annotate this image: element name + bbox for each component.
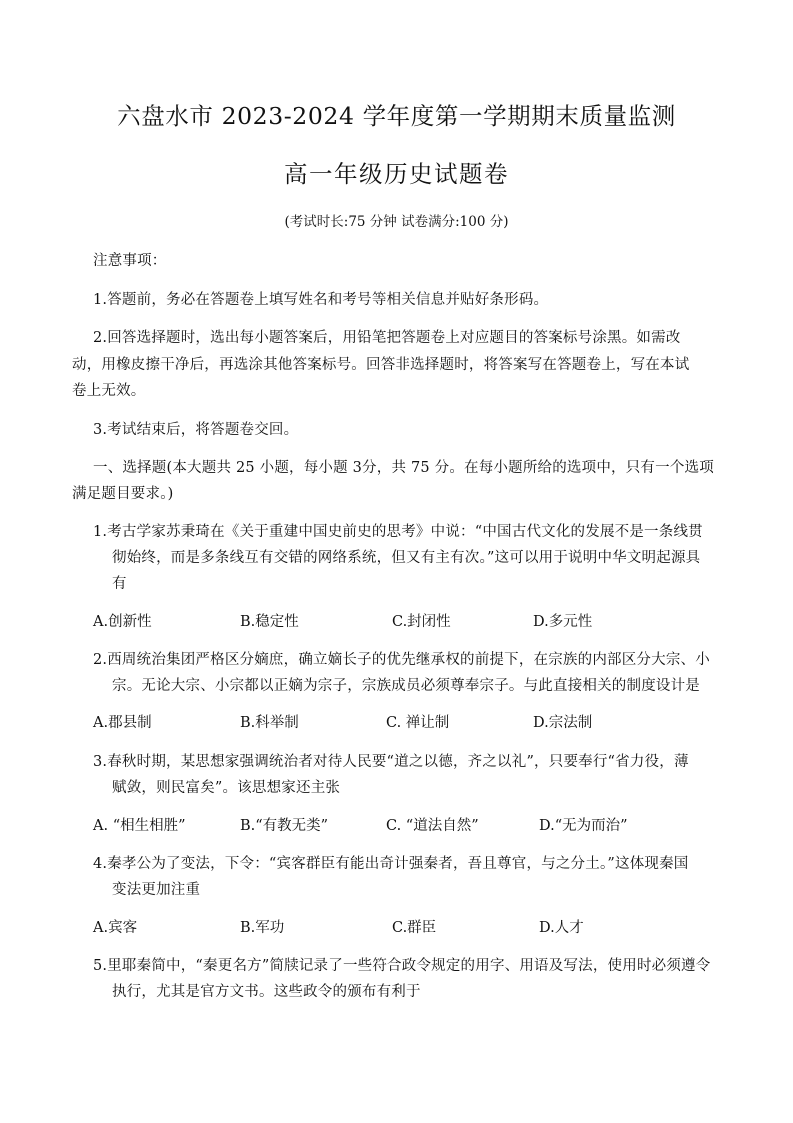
question-5-line-1: 5.里耶秦简中，“秦更名方”简牍记录了一些符合政令规定的用字、用语及写法，使用时必须遵令 <box>93 958 711 974</box>
question-3-option-c: C. “道法自然” <box>386 818 479 834</box>
question-1-line-1: 1.考古学家苏秉琦在《关于重建中国史前史的思考》中说：“中国古代文化的发展不是一条线贯 <box>93 524 703 540</box>
exam-subject-title: 高一年级历史试题卷 <box>284 160 509 188</box>
note-item-3: 3.考试结束后，将答题卷交回。 <box>93 422 299 438</box>
question-3-option-d: D.“无为而治” <box>539 818 628 834</box>
note-item-1: 1.答题前，务必在答题卷上填写姓名和考号等相关信息并贴好条形码。 <box>93 292 549 308</box>
question-1-line-3: 有 <box>112 576 127 592</box>
question-2-line-1: 2.西周统治集团严格区分嫡庶，确立嫡长子的优先继承权的前提下，在宗族的内部区分大宗、小 <box>93 652 710 668</box>
question-4-option-b: B.军功 <box>240 920 285 936</box>
exam-duration-info: (考试时长:75 分钟 试卷满分:100 分) <box>284 214 509 230</box>
question-2-option-b: B.科举制 <box>240 715 299 731</box>
question-4-line-1: 4.秦孝公为了变法，下令：“宾客群臣有能出奇计强秦者，吾且尊官，与之分土。”这体现秦国 <box>93 856 689 872</box>
exam-title: 六盘水市 2023-2024 学年度第一学期期末质量监测 <box>117 102 676 130</box>
question-1-option-d: D.多元性 <box>533 614 593 630</box>
question-3-line-1: 3.春秋时期，某思想家强调统治者对待人民要“道之以德，齐之以礼”，只要奉行“省力役，薄 <box>93 754 689 770</box>
question-4-option-a: A.宾客 <box>93 920 138 936</box>
question-3-line-2: 赋敛，则民富矣”。该思想家还主张 <box>112 780 341 796</box>
question-4-line-2: 变法更加注重 <box>112 882 201 898</box>
question-2-option-c: C. 禅让制 <box>386 715 450 731</box>
question-1-option-b: B.稳定性 <box>240 614 299 630</box>
question-2-option-d: D.宗法制 <box>533 715 593 731</box>
question-4-option-d: D.人才 <box>539 920 584 936</box>
note-item-2-line-1: 2.回答选择题时，选出每小题答案后，用铅笔把答题卷上对应题目的答案标号涂黑。如需改 <box>93 330 681 346</box>
question-5-line-2: 执行，尤其是官方文书。这些政令的颁布有利于 <box>112 984 421 1000</box>
question-3-option-a: A. “相生相胜” <box>93 818 186 834</box>
note-item-2-line-3: 卷上无效。 <box>72 383 146 399</box>
question-1-option-a: A.创新性 <box>93 614 152 630</box>
question-1-option-c: C.封闭性 <box>392 614 451 630</box>
question-4-option-c: C.群臣 <box>392 920 437 936</box>
question-2-line-2: 宗。无论大宗、小宗都以正嫡为宗子，宗族成员必须尊奉宗子。与此直接相关的制度设计是 <box>112 678 700 694</box>
section-heading-line-2: 满足题目要求。) <box>72 486 174 502</box>
note-item-2-line-2: 动，用橡皮擦干净后，再选涂其他答案标号。回答非选择题时，将答案写在答题卷上，写在本试 <box>72 357 690 373</box>
section-heading-line-1: 一、选择题(本大题共 25 小题，每小题 3分，共 75 分。在每小题所给的选项中，只有一个选项 <box>93 460 714 476</box>
question-1-line-2: 彻始终，而是多条线互有交错的网络系统，但又有主有次。”这可以用于说明中华文明起源具 <box>112 550 701 566</box>
question-2-option-a: A.郡县制 <box>93 715 152 731</box>
question-3-option-b: B.“有教无类” <box>240 818 329 834</box>
notes-heading: 注意事项： <box>93 253 167 269</box>
